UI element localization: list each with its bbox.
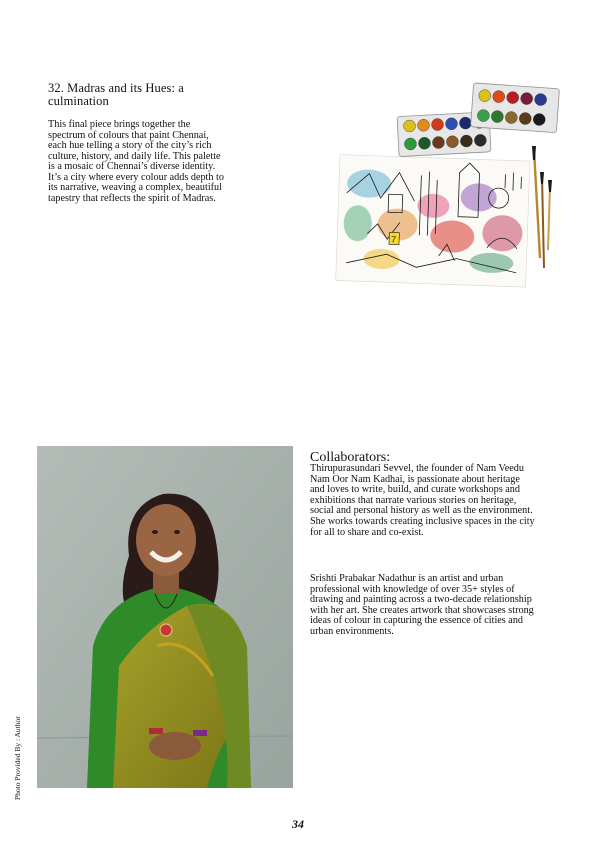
collaborator-portrait-photo [37, 446, 293, 788]
paint-brushes [532, 146, 552, 268]
photo-credit: Photo Provided By : Author [13, 716, 22, 800]
watercolor-artwork-image [328, 76, 560, 296]
svg-text:7: 7 [390, 234, 397, 245]
collaborators-heading: Collaborators: [310, 450, 391, 465]
page-number: 34 [292, 817, 304, 831]
section-title: 32. Madras and its Hues: a culmination [48, 81, 184, 108]
collaborator-bio-paragraph: Thirupurasundari Sevvel, the founder of Nam Veedu Nam Oor Nam Kadhai, is passionate about heritage and loves to write, build, and curate workshops and exhibitions that narrate various stories on heritage, social and personal history as well as the environment. She works towards creating inclusive spaces in the city for all to share and co-exist. [310, 463, 535, 538]
section-body: This final piece brings together the spectrum of colours that paint Chennai, each hue telling a story of the city’s rich culture, history, and daily life. This palette is a mosaic of Chennai’s diverse identity. It’s a city where every colour adds depth to its narrative, weaving a complex, beautiful tapestry that reflects the spirit of Madras. [48, 119, 224, 204]
sketch-paper [336, 155, 530, 288]
paint-palette-right [471, 83, 560, 133]
collaborator-bio-paragraph: Srishti Prabakar Nadathur is an artist and urban professional with knowledge of over 35+ styles of drawing and painting across a two-decade relationship with her art. She creates artwork that showcases strong ideas of colour in capturing the essence of cities and urban environments. [310, 573, 534, 637]
